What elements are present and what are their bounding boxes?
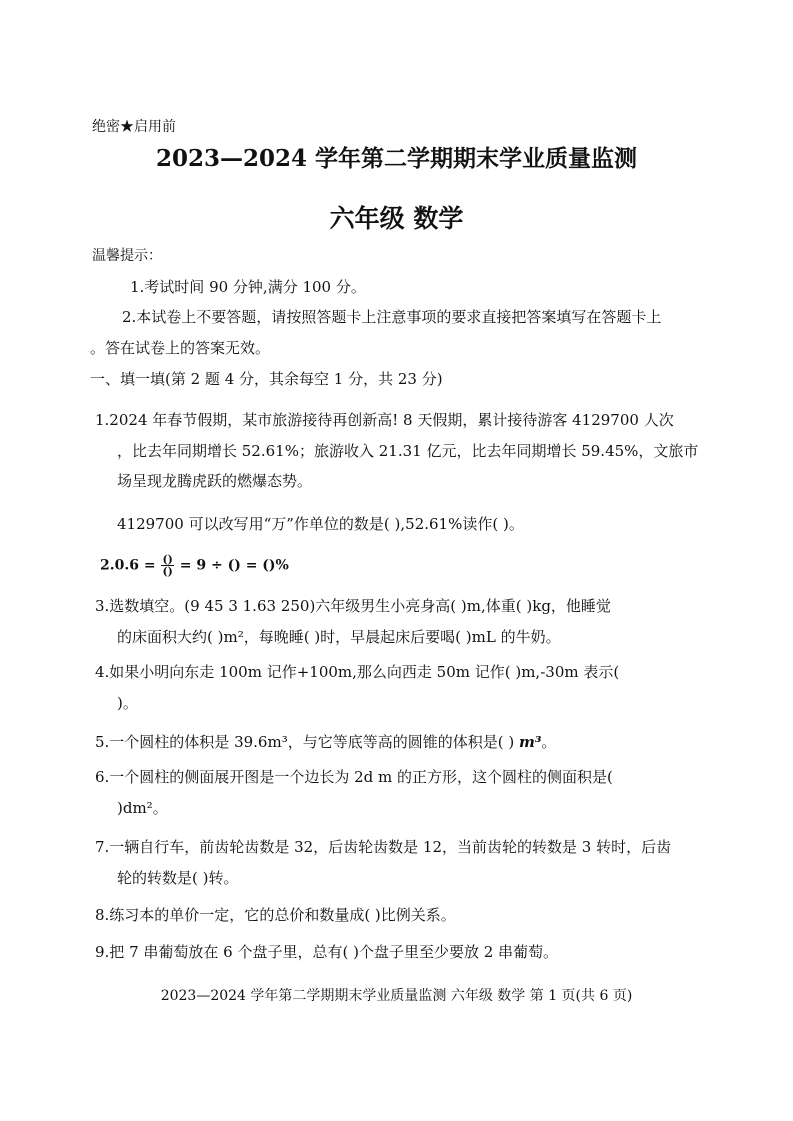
q3-line-1: 3.选数填空。(9 45 3 1.63 250)六年级男生小亮身高( )m,体重( )kg，他睡觉 — [95, 597, 611, 615]
q4-line-1: 4.如果小明向东走 100m 记作+100m,那么向西走 50m 记作( )m,-30m 表示( — [95, 663, 620, 681]
exam-subject: 六年级 数学 — [329, 204, 464, 233]
q5-line — [95, 732, 556, 752]
q1-line-3: 场呈现龙腾虎跃的燃爆态势。 — [117, 472, 313, 490]
tip-item-2-line-1: 2.本试卷上不要答题，请按照答题卡上注意事项的要求直接把答案填写在答题卡上 — [122, 308, 662, 326]
confidential-mark: 绝密★启用前 — [92, 119, 176, 135]
q2-fraction-denominator: () — [162, 565, 173, 578]
q3-line-2: 的床面积大约( )m²，每晚睡( )时，早晨起床后要喝( )mL 的牛奶。 — [117, 628, 561, 646]
tip-item-2-line-2: 。答在试卷上的答案无效。 — [90, 339, 271, 357]
q2-fraction-numerator: () — [162, 553, 173, 566]
q6-line-1: 6.一个圆柱的侧面展开图是一个边长为 2d m 的正方形，这个圆柱的侧面积是( — [95, 768, 613, 786]
q1-line-1: 1.2024 年春节假期，某市旅游接待再创新高! 8 天假期，累计接待游客 4129700 人次 — [95, 411, 674, 429]
q1-line-2: ，比去年同期增长 52.61%；旅游收入 21.31 亿元，比去年同期增长 59.45%，文旅市 — [117, 442, 699, 460]
q9-line: 9.把 7 串葡萄放在 6 个盘子里，总有( )个盘子里至少要放 2 串葡萄。 — [95, 943, 559, 961]
q6-line-2: )dm²。 — [117, 799, 168, 817]
q5-end: 。 — [541, 733, 557, 751]
q1-line-4: 4129700 可以改写用“万”作单位的数是( ),52.61%读作( )。 — [117, 515, 524, 533]
q7-line-2: 轮的转数是( )转。 — [117, 869, 239, 887]
tip-item-1: 1.考试时间 90 分钟,满分 100 分。 — [130, 278, 366, 296]
q2-suffix: = 9 ÷ () = ()% — [179, 557, 289, 574]
q5-unit: m³ — [518, 733, 542, 751]
section-heading: 一、填一填(第 2 题 4 分，其余每空 1 分，共 23 分) — [90, 370, 443, 388]
q4-line-2: )。 — [117, 694, 138, 712]
exam-title: 2023—2024 学年第二学期期末学业质量监测 — [155, 145, 638, 172]
q7-line-1: 7.一辆自行车，前齿轮齿数是 32，后齿轮齿数是 12，当前齿轮的转数是 3 转时，后齿 — [95, 838, 672, 856]
page-footer: 2023—2024 学年第二学期期末学业质量监测 六年级 数学 第 1 页(共 6 页) — [160, 988, 633, 1004]
q8-line: 8.练习本的单价一定，它的总价和数量成( )比例关系。 — [95, 906, 456, 924]
q5-text: 5.一个圆柱的体积是 39.6m³，与它等底等高的圆锥的体积是( ) — [95, 733, 519, 751]
q2-prefix: 2.0.6 = — [100, 557, 156, 574]
tips-title: 温馨提示： — [92, 248, 162, 264]
q2-fraction — [161, 554, 173, 577]
q2-formula — [100, 554, 289, 577]
